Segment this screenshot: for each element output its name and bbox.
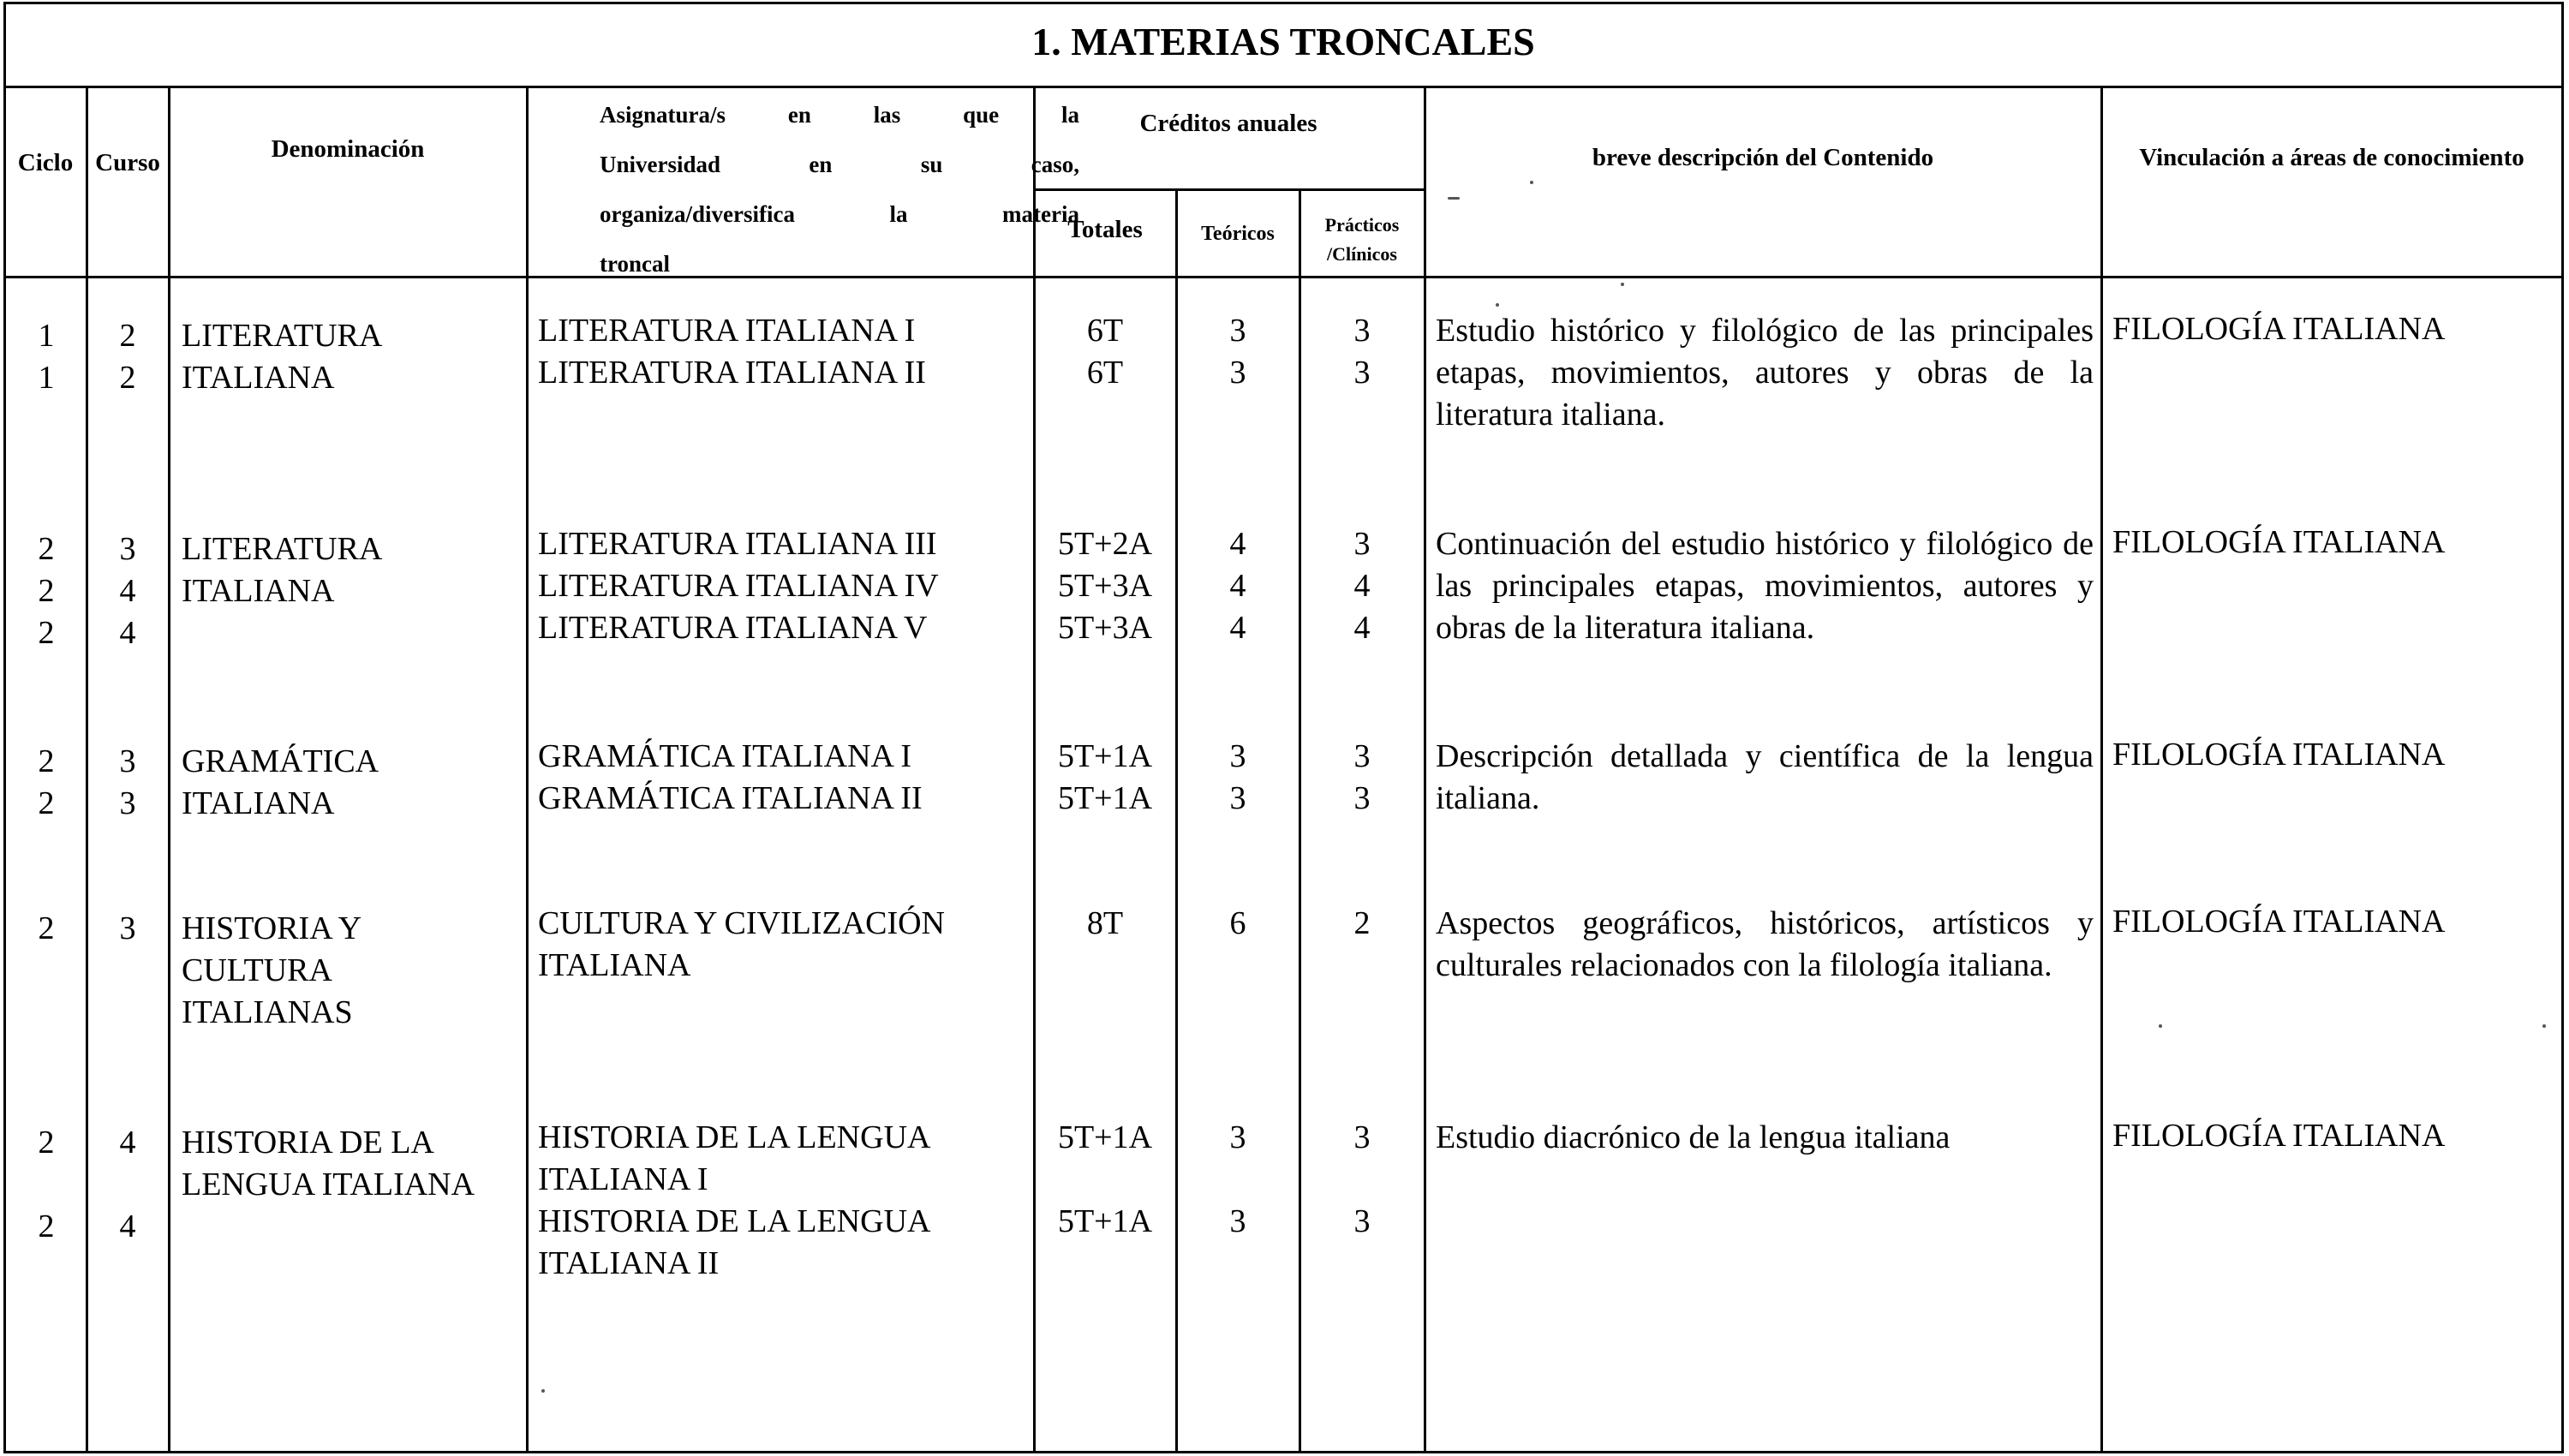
- vinculacion-cell: FILOLOGÍA ITALIANA: [2112, 524, 2446, 560]
- ciclo-cell: 2: [38, 1208, 55, 1244]
- ciclo-cell: 2: [38, 743, 55, 779]
- creditos-practicos-cell: 3: [1353, 526, 1371, 562]
- curso-cell: 4: [119, 615, 136, 651]
- denominacion-cell: ITALIANA: [182, 573, 335, 609]
- denominacion-cell: ITALIANA: [182, 360, 335, 396]
- ciclo-cell: 2: [38, 531, 55, 567]
- ciclo-cell: 1: [38, 318, 55, 354]
- creditos-totales-cell: 5T+1A: [1057, 738, 1153, 774]
- vinculacion-cell: FILOLOGÍA ITALIANA: [2112, 904, 2446, 940]
- creditos-totales-cell: 8T: [1086, 905, 1124, 941]
- creditos-subheader-border: [1033, 188, 1424, 191]
- asignatura-cell: ITALIANA II: [538, 1245, 720, 1281]
- creditos-totales-cell: 5T+3A: [1057, 568, 1153, 604]
- denominacion-cell: HISTORIA Y: [182, 910, 362, 946]
- scan-speck: [1448, 197, 1460, 200]
- denominacion-cell: ITALIANAS: [182, 994, 353, 1030]
- creditos-teoricos-cell: 4: [1229, 610, 1246, 646]
- header-creditos-anuales: Créditos anuales: [1139, 110, 1317, 137]
- curso-cell: 2: [119, 360, 136, 396]
- scan-speck: [2159, 1024, 2162, 1028]
- header-bottom-border: [3, 276, 2563, 278]
- descripcion-cell: Descripción detallada y científica de la lengua italiana.: [1436, 738, 2094, 816]
- scan-speck: [1621, 283, 1624, 286]
- curso-cell: 2: [119, 318, 136, 354]
- asignatura-cell: ITALIANA: [538, 947, 691, 983]
- denominacion-cell: LITERATURA: [182, 318, 383, 354]
- creditos-totales-cell: 6T: [1086, 355, 1124, 391]
- vinculacion-cell: FILOLOGÍA ITALIANA: [2112, 311, 2446, 347]
- vinculacion-cell: FILOLOGÍA ITALIANA: [2112, 737, 2446, 773]
- curso-cell: 3: [119, 743, 136, 779]
- creditos-practicos-cell: 3: [1353, 738, 1371, 774]
- asignatura-cell: LITERATURA ITALIANA I: [538, 313, 916, 349]
- denominacion-cell: ITALIANA: [182, 785, 335, 821]
- table-bottom-border: [3, 1451, 2563, 1453]
- creditos-totales-cell: 5T+1A: [1057, 780, 1153, 816]
- header-ciclo: Ciclo: [17, 149, 74, 176]
- asignatura-cell: GRAMÁTICA ITALIANA II: [538, 780, 923, 816]
- denominacion-cell: LITERATURA: [182, 531, 383, 567]
- header-asignaturas-line: organiza/diversifica la materia: [600, 201, 1079, 227]
- creditos-teoricos-cell: 3: [1229, 355, 1246, 391]
- header-totales: Totales: [1067, 216, 1143, 243]
- descripcion-cell: Continuación del estudio histórico y filológico de las principales etapas, movimientos, autores y obras de la literatura italiana.: [1436, 526, 2094, 646]
- scan-speck: [1496, 303, 1499, 307]
- ciclo-cell: 2: [38, 785, 55, 821]
- creditos-totales-cell: 5T+2A: [1057, 526, 1153, 562]
- asignatura-cell: LITERATURA ITALIANA IV: [538, 568, 939, 604]
- page-title: 1. MATERIAS TRONCALES: [1031, 20, 1535, 63]
- header-practicos-line: /Clínicos: [1327, 243, 1397, 265]
- creditos-totales-cell: 6T: [1086, 313, 1124, 349]
- asignatura-cell: LITERATURA ITALIANA II: [538, 355, 926, 391]
- creditos-teoricos-cell: 3: [1229, 780, 1246, 816]
- curso-cell: 3: [119, 785, 136, 821]
- ciclo-cell: 2: [38, 1125, 55, 1161]
- curso-cell: 3: [119, 531, 136, 567]
- creditos-teoricos-cell: 3: [1229, 313, 1246, 349]
- scan-speck: [2542, 1024, 2546, 1028]
- denominacion-cell: HISTORIA DE LA: [182, 1125, 434, 1161]
- creditos-teoricos-cell: 3: [1229, 1119, 1246, 1155]
- header-asignaturas-line: Asignatura/s en las que la: [600, 102, 1079, 128]
- creditos-practicos-cell: 3: [1353, 355, 1371, 391]
- creditos-practicos-cell: 3: [1353, 313, 1371, 349]
- curso-cell: 4: [119, 1208, 136, 1244]
- scan-speck: [541, 1389, 545, 1393]
- creditos-totales-cell: 5T+1A: [1057, 1119, 1153, 1155]
- creditos-practicos-cell: 4: [1353, 568, 1371, 604]
- col-divider-denominacion-asignaturas: [526, 86, 529, 1453]
- ciclo-cell: 2: [38, 615, 55, 651]
- creditos-practicos-cell: 4: [1353, 610, 1371, 646]
- creditos-practicos-cell: 3: [1353, 780, 1371, 816]
- creditos-practicos-cell: 3: [1353, 1203, 1371, 1239]
- asignatura-cell: ITALIANA I: [538, 1161, 708, 1197]
- header-teoricos: Teóricos: [1201, 223, 1275, 245]
- scan-speck: [1530, 181, 1533, 184]
- creditos-teoricos-cell: 6: [1229, 905, 1246, 941]
- header-descripcion: breve descripción del Contenido: [1592, 144, 1934, 171]
- table-left-border: [3, 2, 6, 1453]
- asignatura-cell: LITERATURA ITALIANA III: [538, 526, 937, 562]
- vinculacion-cell: FILOLOGÍA ITALIANA: [2112, 1118, 2446, 1154]
- ciclo-cell: 1: [38, 360, 55, 396]
- creditos-totales-cell: 5T+3A: [1057, 610, 1153, 646]
- curso-cell: 3: [119, 910, 136, 946]
- creditos-totales-cell: 5T+1A: [1057, 1203, 1153, 1239]
- curso-cell: 4: [119, 1125, 136, 1161]
- asignatura-cell: CULTURA Y CIVILIZACIÓN: [538, 905, 945, 941]
- creditos-practicos-cell: 2: [1353, 905, 1371, 941]
- asignatura-cell: GRAMÁTICA ITALIANA I: [538, 738, 912, 774]
- creditos-practicos-cell: 3: [1353, 1119, 1371, 1155]
- table-top-border: [3, 2, 2563, 4]
- creditos-teoricos-cell: 3: [1229, 738, 1246, 774]
- ciclo-cell: 2: [38, 573, 55, 609]
- header-vinculacion: Vinculación a áreas de conocimiento: [2139, 144, 2524, 171]
- creditos-teoricos-cell: 3: [1229, 1203, 1246, 1239]
- col-divider-descripcion-vinculacion: [2100, 86, 2103, 1453]
- descripcion-cell: Aspectos geográficos, históricos, artísticos y culturales relacionados con la filología italiana.: [1436, 905, 2094, 983]
- header-denominacion: Denominación: [271, 135, 425, 163]
- header-curso: Curso: [95, 149, 160, 176]
- descripcion-cell: Estudio diacrónico de la lengua italiana: [1436, 1119, 1951, 1155]
- header-asignaturas-line: troncal: [600, 251, 670, 277]
- denominacion-cell: LENGUA ITALIANA: [182, 1167, 475, 1202]
- ciclo-cell: 2: [38, 910, 55, 946]
- header-practicos-line: Prácticos: [1324, 214, 1400, 236]
- creditos-teoricos-cell: 4: [1229, 568, 1246, 604]
- denominacion-cell: GRAMÁTICA: [182, 743, 379, 779]
- asignatura-cell: HISTORIA DE LA LENGUA: [538, 1203, 931, 1239]
- asignatura-cell: HISTORIA DE LA LENGUA: [538, 1119, 931, 1155]
- curso-cell: 4: [119, 573, 136, 609]
- denominacion-cell: CULTURA: [182, 952, 332, 988]
- table-right-border: [2561, 2, 2564, 1453]
- descripcion-cell: Estudio histórico y filológico de las principales etapas, movimientos, autores y obras de la literatura italiana.: [1436, 313, 2094, 433]
- asignatura-cell: LITERATURA ITALIANA V: [538, 610, 928, 646]
- title-bottom-border: [3, 86, 2563, 88]
- creditos-teoricos-cell: 4: [1229, 526, 1246, 562]
- header-asignaturas-line: Universidad en su caso,: [600, 152, 1079, 177]
